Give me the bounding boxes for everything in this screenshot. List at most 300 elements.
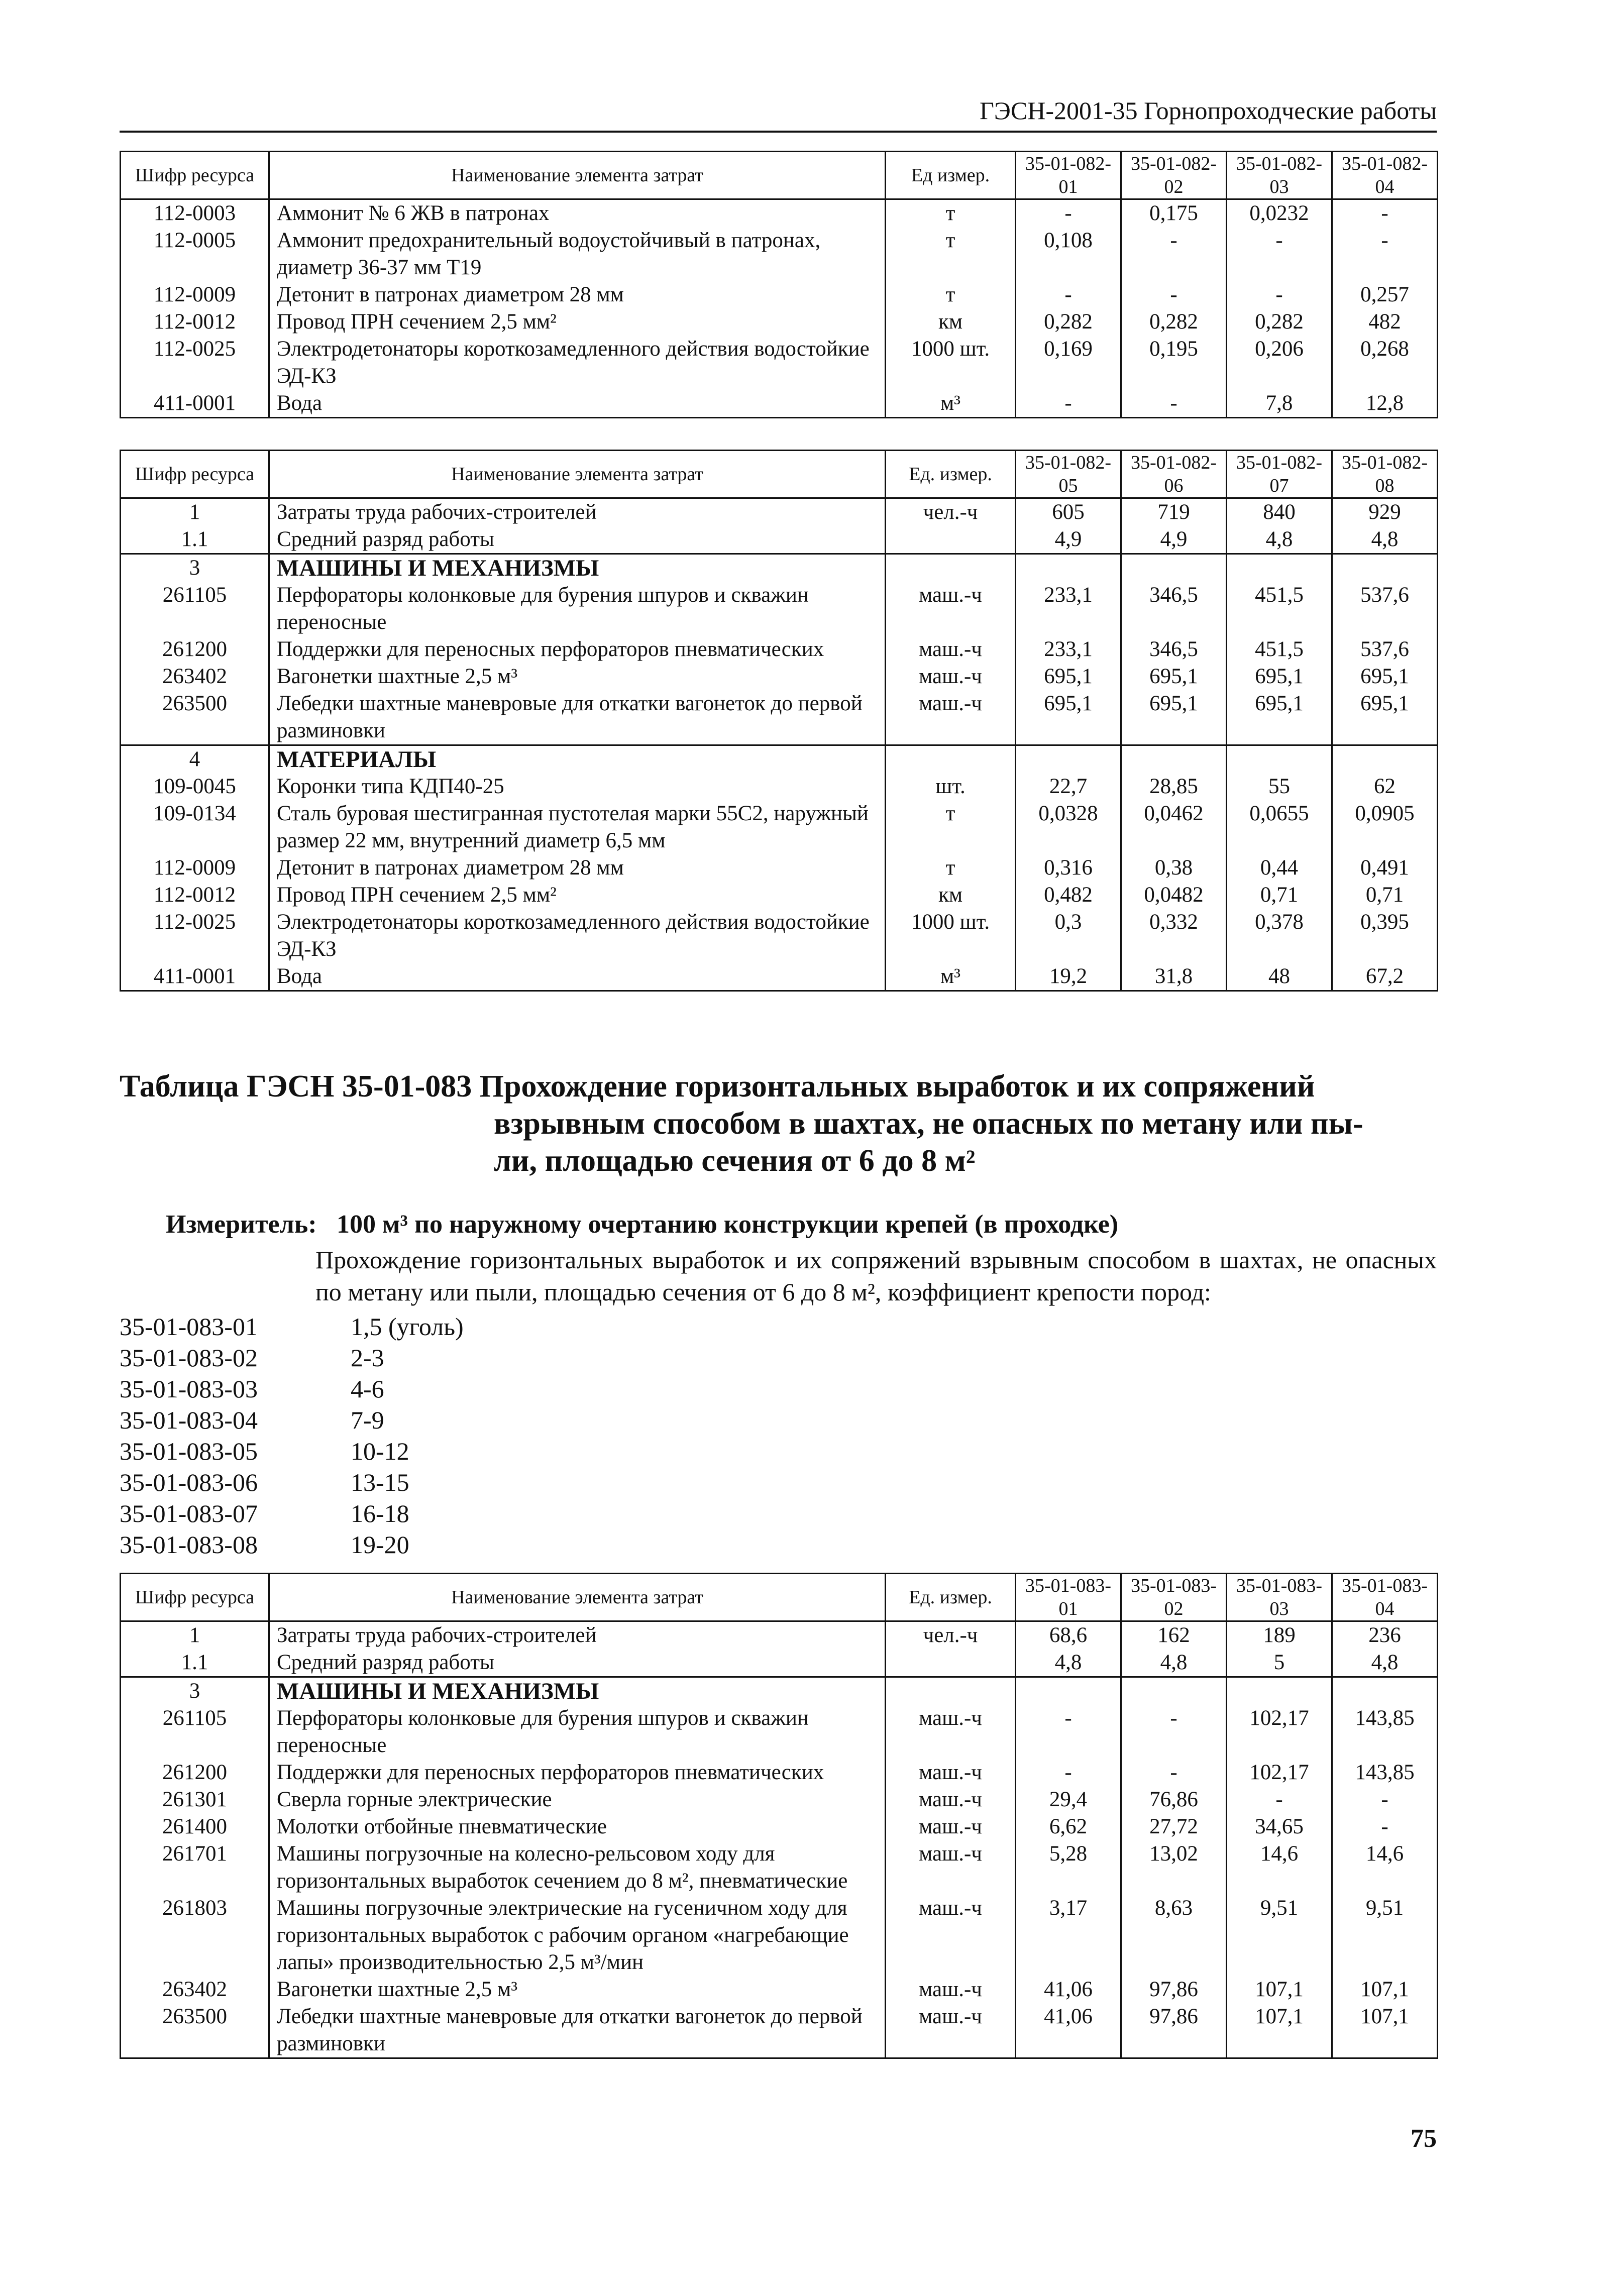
resource-table-083: [120, 1573, 1438, 2059]
norm-value: 0,0482: [1121, 882, 1227, 909]
variant-value: 1,5 (уголь): [351, 1313, 464, 1341]
norm-value: 451,5: [1227, 582, 1332, 636]
resource-code: 109-0134: [121, 800, 269, 854]
table-row: [121, 1786, 1438, 1813]
resource-code: 112-0025: [121, 336, 269, 390]
section-row: [121, 1677, 1438, 1705]
column-header-norm: 35-01-082-06: [1121, 451, 1227, 498]
resource-name: Коронки типа КДП40-25: [269, 773, 886, 800]
column-header-norm: 35-01-082-08: [1332, 451, 1438, 498]
resource-name: Сверла горные электрические: [269, 1786, 886, 1813]
variant-code: 35-01-083-02: [120, 1344, 258, 1372]
norm-value: -: [1227, 281, 1332, 308]
norm-value: 55: [1227, 773, 1332, 800]
column-header-norm: 35-01-082-03: [1227, 152, 1332, 199]
table-row: [121, 526, 1438, 554]
resource-name: Вода: [269, 390, 886, 418]
variant-row: [120, 1373, 722, 1404]
variant-value: 7-9: [351, 1406, 384, 1434]
measure-unit: [166, 1210, 1437, 1240]
variant-code: 35-01-083-06: [120, 1468, 258, 1496]
page-number: 75: [1411, 2124, 1437, 2153]
variant-row: [120, 1529, 722, 1560]
norm-value: [1121, 745, 1227, 774]
norm-value: -: [1016, 199, 1121, 228]
norm-value: [1016, 1677, 1121, 1705]
resource-code: 112-0003: [121, 199, 269, 228]
resource-unit: м³: [886, 390, 1016, 418]
table-row: [121, 227, 1438, 281]
resource-code: 263402: [121, 1976, 269, 2003]
resource-unit: маш.-ч: [886, 690, 1016, 745]
table-row: [121, 1621, 1438, 1650]
resource-name: Поддержки для переносных перфораторов пневматических: [269, 1759, 886, 1786]
resource-unit: м³: [886, 963, 1016, 991]
resource-code: 3: [121, 1677, 269, 1705]
column-header-name: Наименование элемента затрат: [269, 451, 886, 498]
resource-code: 263402: [121, 663, 269, 690]
measure-unit-label: Измеритель:: [166, 1210, 317, 1239]
column-header-norm: 35-01-082-04: [1332, 152, 1438, 199]
variant-list: [120, 1311, 722, 1560]
norm-value: 346,5: [1121, 636, 1227, 663]
norm-value: 0,282: [1227, 308, 1332, 336]
column-header-name: Наименование элемента затрат: [269, 152, 886, 199]
resource-name: Затраты труда рабочих-строителей: [269, 498, 886, 526]
norm-value: [1332, 1677, 1438, 1705]
norm-value: 0,482: [1016, 882, 1121, 909]
norm-value: 537,6: [1332, 636, 1438, 663]
norm-value: 695,1: [1121, 663, 1227, 690]
column-header-unit: Ед измер.: [886, 152, 1016, 199]
norm-value: 695,1: [1332, 663, 1438, 690]
norm-value: 14,6: [1332, 1840, 1438, 1895]
variant-row: [120, 1467, 722, 1498]
resource-code: 261200: [121, 636, 269, 663]
norm-value: 0,268: [1332, 336, 1438, 390]
running-header: ГЭСН-2001-35 Горнопроходческие работы: [120, 95, 1437, 133]
norm-value: [1227, 1677, 1332, 1705]
norm-value: 67,2: [1332, 963, 1438, 991]
norm-value: 719: [1121, 498, 1227, 526]
norm-value: 143,85: [1332, 1705, 1438, 1759]
norm-value: 0,0655: [1227, 800, 1332, 854]
norm-value: -: [1227, 227, 1332, 281]
resource-name: Детонит в патронах диаметром 28 мм: [269, 281, 886, 308]
norm-value: [1227, 554, 1332, 582]
norm-value: 14,6: [1227, 1840, 1332, 1895]
column-header-unit: Ед. измер.: [886, 1574, 1016, 1621]
resource-unit: км: [886, 308, 1016, 336]
norm-value: -: [1332, 199, 1438, 228]
norm-value: 12,8: [1332, 390, 1438, 418]
norm-value: 0,0328: [1016, 800, 1121, 854]
resource-unit: [886, 554, 1016, 582]
table-title-line-1: Таблица ГЭСН 35-01-083 Прохождение горизонтальных выработок и их сопряжений: [120, 1069, 1315, 1104]
section-row: [121, 554, 1438, 582]
resource-name: Вагонетки шахтные 2,5 м³: [269, 1976, 886, 2003]
norm-value: 0,491: [1332, 854, 1438, 882]
resource-unit: маш.-ч: [886, 1705, 1016, 1759]
norm-value: [1121, 1677, 1227, 1705]
resource-unit: т: [886, 800, 1016, 854]
resource-unit: 1000 шт.: [886, 909, 1016, 963]
norm-value: 107,1: [1332, 1976, 1438, 2003]
table-row: [121, 1976, 1438, 2003]
resource-code: 112-0009: [121, 854, 269, 882]
norm-value: 7,8: [1227, 390, 1332, 418]
resource-table-082-part2: [120, 450, 1438, 992]
resource-code: 263500: [121, 690, 269, 745]
table-header-row: [121, 152, 1438, 199]
norm-value: 9,51: [1332, 1895, 1438, 1976]
resource-code: 261200: [121, 1759, 269, 1786]
resource-name: МАШИНЫ И МЕХАНИЗМЫ: [269, 554, 886, 582]
norm-value: 48: [1227, 963, 1332, 991]
norm-value: 233,1: [1016, 582, 1121, 636]
norm-value: -: [1121, 1759, 1227, 1786]
variant-code: 35-01-083-03: [120, 1375, 258, 1403]
norm-value: 4,9: [1121, 526, 1227, 554]
table-row: [121, 308, 1438, 336]
resource-code: 1.1: [121, 1649, 269, 1677]
norm-value: 0,206: [1227, 336, 1332, 390]
resource-name: МАТЕРИАЛЫ: [269, 745, 886, 774]
column-header-norm: 35-01-082-02: [1121, 152, 1227, 199]
table-row: [121, 636, 1438, 663]
norm-value: [1121, 554, 1227, 582]
resource-name: Электродетонаторы короткозамедленного действия водостойкие ЭД-КЗ: [269, 336, 886, 390]
table-row: [121, 1705, 1438, 1759]
norm-value: -: [1121, 390, 1227, 418]
variant-value: 19-20: [351, 1530, 409, 1559]
resource-unit: маш.-ч: [886, 1813, 1016, 1840]
norm-value: -: [1016, 1705, 1121, 1759]
norm-value: 0,332: [1121, 909, 1227, 963]
resource-name: Провод ПРН сечением 2,5 мм²: [269, 882, 886, 909]
resource-name: Средний разряд работы: [269, 1649, 886, 1677]
resource-unit: [886, 1677, 1016, 1705]
table-row: [121, 2003, 1438, 2058]
norm-value: 605: [1016, 498, 1121, 526]
variant-row: [120, 1404, 722, 1436]
measure-unit-value: 100 м³ по наружному очертанию конструкции крепей (в проходке): [337, 1210, 1119, 1239]
norm-value: 537,6: [1332, 582, 1438, 636]
column-header-norm: 35-01-082-07: [1227, 451, 1332, 498]
norm-value: 236: [1332, 1621, 1438, 1650]
norm-value: 0,44: [1227, 854, 1332, 882]
resource-code: 112-0012: [121, 308, 269, 336]
norm-value: 6,62: [1016, 1813, 1121, 1840]
table-row: [121, 882, 1438, 909]
norm-value: [1227, 745, 1332, 774]
resource-unit: маш.-ч: [886, 636, 1016, 663]
column-header-code: Шифр ресурса: [121, 451, 269, 498]
norm-value: 34,65: [1227, 1813, 1332, 1840]
norm-value: -: [1121, 1705, 1227, 1759]
resource-unit: т: [886, 281, 1016, 308]
work-description: Прохождение горизонтальных выработок и их сопряжений взрывным способом в шахтах, не опасных по метану или пыли, площадью сечения от 6 до 8 м², коэффициент крепости пород:: [315, 1246, 1437, 1306]
table-row: [121, 1759, 1438, 1786]
norm-value: 0,169: [1016, 336, 1121, 390]
norm-value: 4,8: [1332, 526, 1438, 554]
column-header-norm: 35-01-083-04: [1332, 1574, 1438, 1621]
norm-value: 3,17: [1016, 1895, 1121, 1976]
column-header-code: Шифр ресурса: [121, 1574, 269, 1621]
resource-code: 112-0012: [121, 882, 269, 909]
norm-value: 0,175: [1121, 199, 1227, 228]
norm-value: [1332, 745, 1438, 774]
norm-value: 19,2: [1016, 963, 1121, 991]
resource-unit: маш.-ч: [886, 1840, 1016, 1895]
norm-value: 233,1: [1016, 636, 1121, 663]
norm-value: 107,1: [1332, 2003, 1438, 2058]
resource-code: 112-0025: [121, 909, 269, 963]
norm-value: 107,1: [1227, 2003, 1332, 2058]
resource-name: Сталь буровая шестигранная пустотелая марки 55С2, наружный размер 22 мм, внутренний диаметр 6,5 мм: [269, 800, 886, 854]
section-row: [121, 745, 1438, 774]
norm-value: 41,06: [1016, 2003, 1121, 2058]
table-row: [121, 854, 1438, 882]
norm-value: -: [1016, 1759, 1121, 1786]
resource-name: Поддержки для переносных перфораторов пневматических: [269, 636, 886, 663]
norm-value: 97,86: [1121, 2003, 1227, 2058]
resource-unit: 1000 шт.: [886, 336, 1016, 390]
column-header-norm: 35-01-082-01: [1016, 152, 1121, 199]
variant-row: [120, 1436, 722, 1467]
variant-row: [120, 1498, 722, 1529]
norm-value: 9,51: [1227, 1895, 1332, 1976]
norm-value: 4,8: [1332, 1649, 1438, 1677]
norm-value: 4,8: [1016, 1649, 1121, 1677]
variant-code: 35-01-083-01: [120, 1313, 258, 1341]
table-row: [121, 773, 1438, 800]
column-header-name: Наименование элемента затрат: [269, 1574, 886, 1621]
resource-code: 112-0009: [121, 281, 269, 308]
resource-code: 263500: [121, 2003, 269, 2058]
norm-value: 5: [1227, 1649, 1332, 1677]
resource-unit: маш.-ч: [886, 663, 1016, 690]
resource-name: Лебедки шахтные маневровые для откатки вагонеток до первой разминовки: [269, 690, 886, 745]
norm-value: 68,6: [1016, 1621, 1121, 1650]
resource-code: 1.1: [121, 526, 269, 554]
norm-value: [1332, 554, 1438, 582]
norm-value: 31,8: [1121, 963, 1227, 991]
variant-value: 10-12: [351, 1437, 409, 1465]
resource-code: 109-0045: [121, 773, 269, 800]
resource-name: Аммонит предохранительный водоустойчивый в патронах, диаметр 36-37 мм Т19: [269, 227, 886, 281]
resource-unit: маш.-ч: [886, 1786, 1016, 1813]
norm-value: 0,395: [1332, 909, 1438, 963]
resource-name: МАШИНЫ И МЕХАНИЗМЫ: [269, 1677, 886, 1705]
norm-value: 0,38: [1121, 854, 1227, 882]
norm-value: 0,71: [1227, 882, 1332, 909]
table-title-line-2: взрывным способом в шахтах, не опасных по метану или пы-: [494, 1107, 1363, 1141]
norm-value: 0,316: [1016, 854, 1121, 882]
variant-row: [120, 1311, 722, 1342]
table-row: [121, 390, 1438, 418]
table-row: [121, 336, 1438, 390]
variant-code: 35-01-083-04: [120, 1406, 258, 1434]
resource-code: 261701: [121, 1840, 269, 1895]
resource-code: 261400: [121, 1813, 269, 1840]
norm-value: 22,7: [1016, 773, 1121, 800]
table-row: [121, 498, 1438, 526]
resource-unit: т: [886, 199, 1016, 228]
norm-value: 102,17: [1227, 1759, 1332, 1786]
norm-value: 0,0462: [1121, 800, 1227, 854]
variant-code: 35-01-083-07: [120, 1499, 258, 1527]
norm-value: -: [1227, 1786, 1332, 1813]
column-header-norm: 35-01-083-02: [1121, 1574, 1227, 1621]
table-row: [121, 281, 1438, 308]
norm-value: 62: [1332, 773, 1438, 800]
norm-value: 143,85: [1332, 1759, 1438, 1786]
norm-value: 929: [1332, 498, 1438, 526]
resource-code: 1: [121, 498, 269, 526]
norm-value: 0,257: [1332, 281, 1438, 308]
table-row: [121, 1649, 1438, 1677]
resource-code: 112-0005: [121, 227, 269, 281]
variant-value: 13-15: [351, 1468, 409, 1496]
column-header-norm: 35-01-083-01: [1016, 1574, 1121, 1621]
table-row: [121, 1813, 1438, 1840]
norm-value: -: [1016, 390, 1121, 418]
variant-value: 4-6: [351, 1375, 384, 1403]
resource-unit: маш.-ч: [886, 2003, 1016, 2058]
resource-unit: т: [886, 854, 1016, 882]
table-row: [121, 1895, 1438, 1976]
resource-unit: [886, 1649, 1016, 1677]
table-header-row: [121, 1574, 1438, 1621]
norm-value: 0,282: [1121, 308, 1227, 336]
norm-value: 0,108: [1016, 227, 1121, 281]
norm-value: 28,85: [1121, 773, 1227, 800]
norm-value: 162: [1121, 1621, 1227, 1650]
resource-unit: чел.-ч: [886, 1621, 1016, 1650]
norm-value: 695,1: [1121, 690, 1227, 745]
norm-value: -: [1332, 1813, 1438, 1840]
norm-value: 695,1: [1227, 663, 1332, 690]
table-row: [121, 963, 1438, 991]
resource-unit: т: [886, 227, 1016, 281]
variant-code: 35-01-083-05: [120, 1437, 258, 1465]
norm-value: 41,06: [1016, 1976, 1121, 2003]
variant-value: 2-3: [351, 1344, 384, 1372]
norm-value: 97,86: [1121, 1976, 1227, 2003]
variant-code: 35-01-083-08: [120, 1530, 258, 1559]
table-row: [121, 909, 1438, 963]
resource-name: Машины погрузочные электрические на гусеничном ходу для горизонтальных выработок с рабочим органом «нагребающие лапы» производительностью 2,5 м³/мин: [269, 1895, 886, 1976]
norm-value: 4,9: [1016, 526, 1121, 554]
resource-code: 261803: [121, 1895, 269, 1976]
resource-unit: маш.-ч: [886, 582, 1016, 636]
norm-value: 0,0232: [1227, 199, 1332, 228]
table-row: [121, 1840, 1438, 1895]
resource-code: 261105: [121, 1705, 269, 1759]
norm-value: 27,72: [1121, 1813, 1227, 1840]
norm-value: 0,3: [1016, 909, 1121, 963]
norm-value: 189: [1227, 1621, 1332, 1650]
norm-value: 0,282: [1016, 308, 1121, 336]
variant-row: [120, 1342, 722, 1373]
resource-unit: шт.: [886, 773, 1016, 800]
norm-value: 0,71: [1332, 882, 1438, 909]
table-row: [121, 663, 1438, 690]
resource-name: Электродетонаторы короткозамедленного действия водостойкие ЭД-КЗ: [269, 909, 886, 963]
norm-value: -: [1332, 227, 1438, 281]
table-row: [121, 582, 1438, 636]
resource-unit: маш.-ч: [886, 1895, 1016, 1976]
norm-value: 76,86: [1121, 1786, 1227, 1813]
column-header-unit: Ед. измер.: [886, 451, 1016, 498]
resource-name: Затраты труда рабочих-строителей: [269, 1621, 886, 1650]
column-header-norm: 35-01-082-05: [1016, 451, 1121, 498]
norm-value: 13,02: [1121, 1840, 1227, 1895]
norm-value: -: [1121, 227, 1227, 281]
resource-code: 411-0001: [121, 390, 269, 418]
norm-value: 8,63: [1121, 1895, 1227, 1976]
norm-value: 107,1: [1227, 1976, 1332, 2003]
norm-value: 695,1: [1227, 690, 1332, 745]
norm-value: -: [1332, 1786, 1438, 1813]
variant-value: 16-18: [351, 1499, 409, 1527]
norm-value: 346,5: [1121, 582, 1227, 636]
norm-value: 4,8: [1227, 526, 1332, 554]
resource-name: Средний разряд работы: [269, 526, 886, 554]
column-header-norm: 35-01-083-03: [1227, 1574, 1332, 1621]
norm-value: 482: [1332, 308, 1438, 336]
norm-value: 29,4: [1016, 1786, 1121, 1813]
table-header-row: [121, 451, 1438, 498]
resource-name: Аммонит № 6 ЖВ в патронах: [269, 199, 886, 228]
resource-unit: км: [886, 882, 1016, 909]
norm-value: 695,1: [1332, 690, 1438, 745]
norm-value: -: [1016, 281, 1121, 308]
resource-code: 411-0001: [121, 963, 269, 991]
resource-name: Лебедки шахтные маневровые для откатки вагонеток до первой разминовки: [269, 2003, 886, 2058]
norm-value: 451,5: [1227, 636, 1332, 663]
column-header-code: Шифр ресурса: [121, 152, 269, 199]
resource-name: Вагонетки шахтные 2,5 м³: [269, 663, 886, 690]
table-title-line-3: ли, площадью сечения от 6 до 8 м²: [494, 1144, 976, 1178]
norm-value: 840: [1227, 498, 1332, 526]
resource-table-082-part1: [120, 151, 1438, 418]
resource-name: Машины погрузочные на колесно-рельсовом ходу для горизонтальных выработок сечением до 8 м², пневматические: [269, 1840, 886, 1895]
resource-code: 261105: [121, 582, 269, 636]
table-row: [121, 199, 1438, 228]
table-row: [121, 690, 1438, 745]
resource-code: 3: [121, 554, 269, 582]
norm-value: 0,0905: [1332, 800, 1438, 854]
norm-value: 0,195: [1121, 336, 1227, 390]
resource-unit: маш.-ч: [886, 1976, 1016, 2003]
table-title: [120, 1068, 1446, 1179]
resource-unit: [886, 745, 1016, 774]
resource-name: Перфораторы колонковые для бурения шпуров и скважин переносные: [269, 1705, 886, 1759]
resource-code: 1: [121, 1621, 269, 1650]
norm-value: [1016, 554, 1121, 582]
resource-unit: [886, 526, 1016, 554]
norm-value: 102,17: [1227, 1705, 1332, 1759]
resource-unit: чел.-ч: [886, 498, 1016, 526]
norm-value: [1016, 745, 1121, 774]
resource-name: Провод ПРН сечением 2,5 мм²: [269, 308, 886, 336]
resource-name: Вода: [269, 963, 886, 991]
table-row: [121, 800, 1438, 854]
resource-name: Перфораторы колонковые для бурения шпуров и скважин переносные: [269, 582, 886, 636]
norm-value: 695,1: [1016, 690, 1121, 745]
